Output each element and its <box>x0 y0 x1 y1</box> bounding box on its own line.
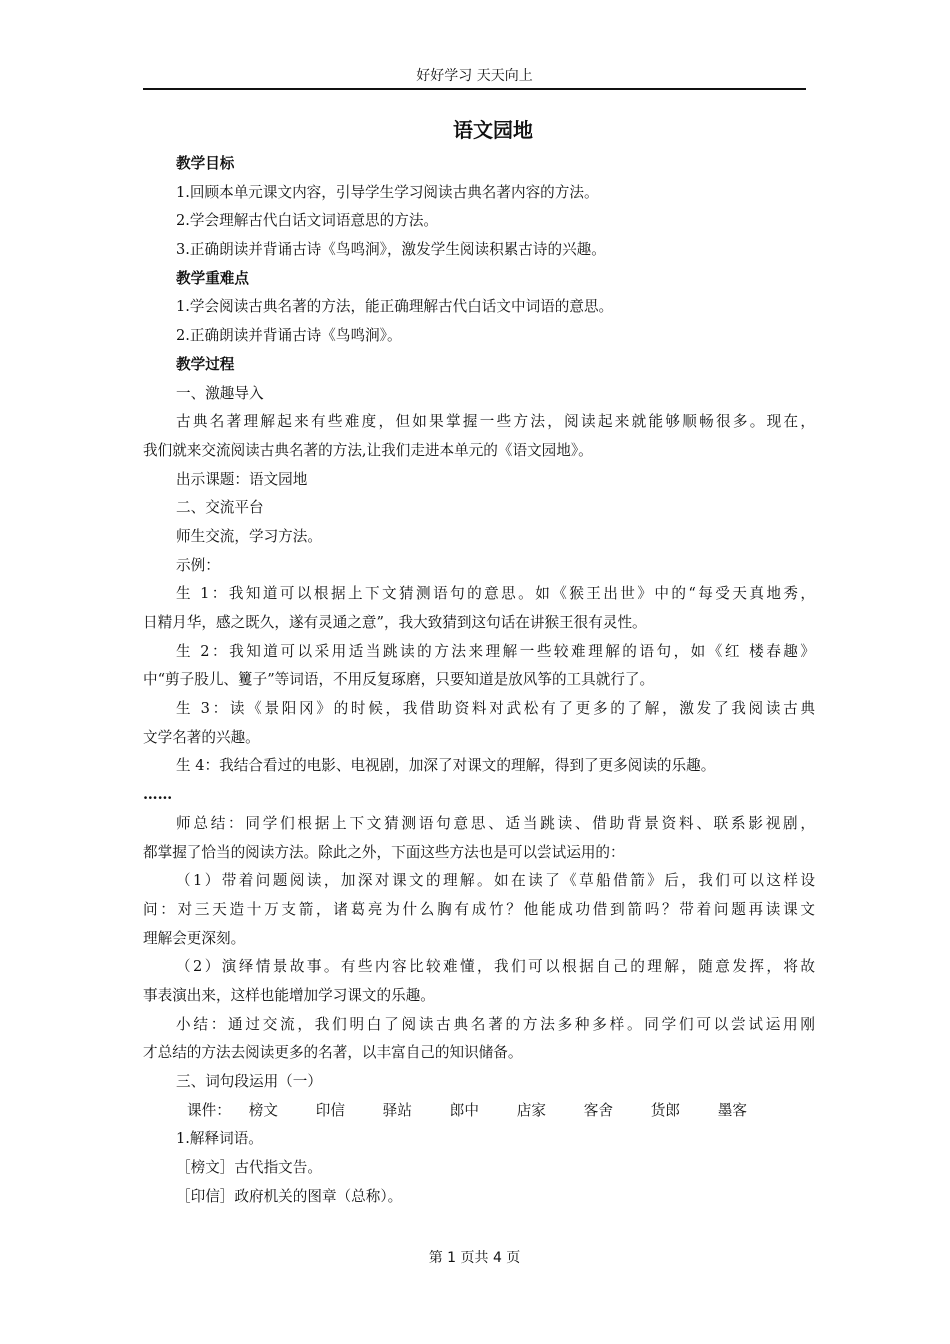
goals-heading: 教学目标 <box>176 155 235 172</box>
show-title-line: 出示课题：语文园地 <box>176 470 308 488</box>
key-point-item: 1.学会阅读古典名著的方法，能正确理解古代白话文中词语的意思。 <box>176 298 614 316</box>
courseware-word: 印信 <box>315 1101 345 1119</box>
student-1-line: 日精月华，感之既久，遂有灵通之意”，我大致猜到这句话在讲猴王很有灵性。 <box>143 614 647 631</box>
method-1-line: 问：对三天造十万支箭，诸葛亮为什么胸有成竹？他能成功借到箭吗？带着问题再读课文 <box>143 900 815 918</box>
definition-line: ［榜文］古代指文告。 <box>176 1159 322 1177</box>
method-2-line: 事表演出来，这样也能增加学习课文的乐趣。 <box>143 986 435 1004</box>
document-title: 语文园地 <box>453 118 533 142</box>
section-2-title: 二、交流平台 <box>176 499 264 517</box>
paragraph-line: 古典名著理解起来有些难度，但如果掌握一些方法，阅读起来就能够顺畅很多。现在， <box>176 413 815 431</box>
courseware-word-list <box>143 1097 815 1126</box>
ellipsis: …… <box>143 786 173 804</box>
goal-item: 1.回顾本单元课文内容，引导学生学习阅读古典名著内容的方法。 <box>176 183 599 201</box>
key-point-item: 2.正确朗读并背诵古诗《鸟鸣涧》。 <box>176 327 402 345</box>
definition-line: ［印信］政府机关的图章（总称）。 <box>176 1187 403 1205</box>
example-label: 示例： <box>176 556 220 574</box>
section-3-title: 三、词句段运用（一） <box>176 1073 322 1090</box>
student-3-line: 文学名著的兴趣。 <box>143 728 260 746</box>
teacher-summary-line: 师总结：同学们根据上下文猜测语句意思、适当跳读、借助背景资料、联系影视剧， <box>176 814 815 832</box>
document-body <box>143 150 815 1211</box>
student-2-line: 生 2：我知道可以采用适当跳读的方法来理解一些较难理解的语句，如《红 楼春趣》 <box>176 642 815 660</box>
courseware-word: 墨客 <box>717 1101 747 1119</box>
method-2-line: （2）演绎情景故事。有些内容比较难懂，我们可以根据自己的理解，随意发挥，将故 <box>176 958 815 976</box>
method-1-line: 理解会更深刻。 <box>143 929 246 947</box>
section-1-title: 一、激趣导入 <box>176 384 264 402</box>
page-header: 好好学习 天天向上 <box>416 68 533 84</box>
page-footer: 第 1 页共 4 页 <box>428 1250 521 1266</box>
key-points-heading: 教学重难点 <box>176 269 249 287</box>
paragraph-line: 我们就来交流阅读古典名著的方法,让我们走进本单元的《语文园地》。 <box>143 441 593 459</box>
method-1-line: （1）带着问题阅读，加深对课文的理解。如在读了《草船借箭》后，我们可以这样设 <box>176 872 815 890</box>
courseware-word: 货郎 <box>650 1101 680 1119</box>
brief-summary-line: 小结：通过交流，我们明白了阅读古典名著的方法多种多样。同学们可以尝试运用刚 <box>176 1015 815 1033</box>
teacher-summary-line: 都掌握了恰当的阅读方法。除此之外，下面这些方法也是可以尝试运用的： <box>143 843 625 861</box>
student-2-line: 中“剪子股儿、籰子”等词语，不用反复琢磨，只要知道是放风筝的工具就行了。 <box>143 671 655 689</box>
student-4-line: 生 4：我结合看过的电影、电视剧，加深了对课文的理解，得到了更多阅读的乐趣。 <box>176 757 716 775</box>
explain-words-line: 1.解释词语。 <box>176 1130 263 1148</box>
process-heading: 教学过程 <box>176 355 235 373</box>
paragraph-line: 师生交流，学习方法。 <box>176 527 322 545</box>
courseware-word: 驿站 <box>382 1101 412 1119</box>
goal-item: 3.正确朗读并背诵古诗《鸟鸣涧》，激发学生阅读积累古诗的兴趣。 <box>176 241 606 259</box>
student-3-line: 生 3：读《景阳冈》的时候，我借助资料对武松有了更多的了解，激发了我阅读古典 <box>176 700 815 718</box>
brief-summary-line: 才总结的方法去阅读更多的名著，以丰富自己的知识储备。 <box>143 1044 523 1062</box>
courseware-word: 店家 <box>516 1101 546 1119</box>
courseware-label: 课件： <box>187 1101 231 1119</box>
student-1-line: 生 1：我知道可以根据上下文猜测语句的意思。如《猴王出世》中的“每受天真地秀， <box>176 585 815 603</box>
goal-item: 2.学会理解古代白话文词语意思的方法。 <box>176 212 439 230</box>
header-divider <box>143 88 806 90</box>
courseware-word: 榜文 <box>248 1101 278 1119</box>
courseware-word: 客舍 <box>583 1101 613 1119</box>
courseware-word: 郎中 <box>449 1101 479 1119</box>
